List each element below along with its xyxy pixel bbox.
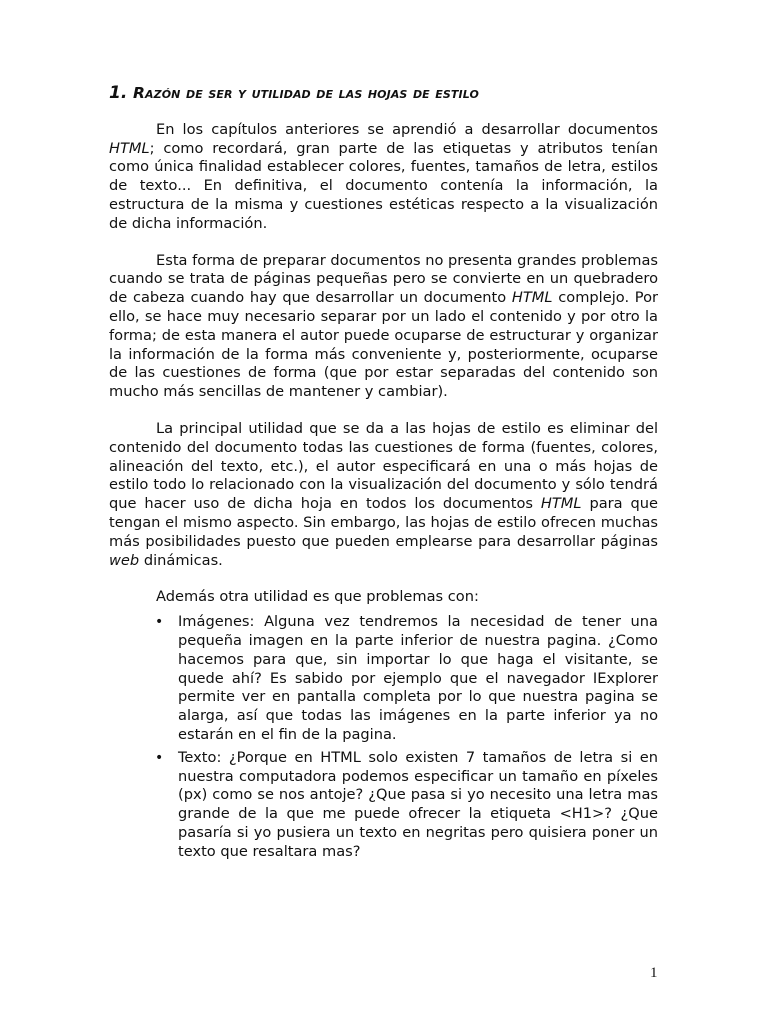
paragraph-3-text-c: dinámicas.: [139, 551, 223, 569]
page-number: 1: [650, 965, 658, 981]
paragraph-2-html-term: HTML: [511, 289, 553, 307]
paragraph-3-html-term: HTML: [540, 495, 582, 513]
list-item-text: Imágenes: Alguna vez tendremos la necesidad de tener una pequeña imagen en la parte inferior de nuestra pagina. ¿Como hacemos para que, sin importar lo que haga el visitante, se quede ahí? Es sabido por ejemplo que el navegador IExplorer permite ver en pantalla completa por lo que nuestra pagina se alarga, así que todas las imágenes en la parte inferior ya no estarán en el fin de la pagina.: [178, 613, 658, 743]
list-item: [109, 749, 658, 862]
paragraph-2: [109, 252, 658, 402]
paragraph-2-text-a: Esta forma de preparar documentos no presenta grandes problemas cuando se trata de páginas pequeñas pero se convierte en un quebradero de cabeza cuando hay que desarrollar un documento: [109, 251, 658, 307]
paragraph-3-web-term: web: [109, 551, 140, 569]
paragraph-1-text-b: ; como recordará, gran parte de las etiquetas y atributos tenían como única finalidad establecer colores, fuentes, tamaños de letra, estilos de texto... En definitiva, el documento contenía la información, la estructura de la misma y cuestiones estéticas respecto a la visualización de dicha información.: [109, 139, 658, 232]
section-title: Razón de ser y utilidad de las hojas de estilo: [133, 84, 479, 102]
paragraph-2-text-b: complejo. Por ello, se hace muy necesario separar por un lado el contenido y por otro la forma; de esta manera el autor puede ocuparse de estructurar y organizar la información de la forma más conveniente y, posteriormente, ocuparse de las cuestiones de forma (que por estar separadas del contenido son mucho más sencillas de mantener y cambiar).: [109, 289, 658, 401]
bullet-icon: •: [155, 749, 164, 766]
list-item: [109, 613, 658, 745]
list-item-text: Texto: ¿Porque en HTML solo existen 7 tamaños de letra si en nuestra computadora podemos especificar un tamaño en píxeles (px) como se nos antoje? ¿Que pasa si yo necesito una letra mas grande de la que me puede ofrecer la etiqueta <H1>? ¿Que pasaría si yo pusiera un texto en negritas pero quisiera poner un texto que resaltara mas?: [178, 748, 658, 860]
paragraph-1-text-a: En los capítulos anteriores se aprendió a desarrollar documentos: [156, 120, 658, 138]
bullet-icon: •: [155, 614, 164, 631]
paragraph-3-text-b: para que tengan el mismo aspecto. Sin embargo, las hojas de estilo ofrecen muchas más posibilidades puesto que pueden emplearse para desarrollar páginas: [109, 495, 659, 550]
section-heading: [109, 84, 658, 103]
paragraph-1-html-term: HTML: [109, 139, 150, 157]
problem-list: [109, 613, 658, 861]
section-number: 1.: [109, 83, 128, 103]
paragraph-3: [109, 420, 658, 570]
paragraph-3-text-a: La principal utilidad que se da a las hojas de estilo es eliminar del contenido del documento todas las cuestiones de forma (fuentes, colores, alineación del texto, etc.), el autor especificará en una o más hojas de estilo todo lo relacionado con la visualización del documento y sólo tendrá que hacer uso de dicha hoja en todos los documentos: [109, 419, 658, 513]
document-page: [109, 84, 658, 865]
paragraph-1: [109, 121, 658, 234]
paragraph-4: Además otra utilidad es que problemas con:: [156, 588, 479, 606]
